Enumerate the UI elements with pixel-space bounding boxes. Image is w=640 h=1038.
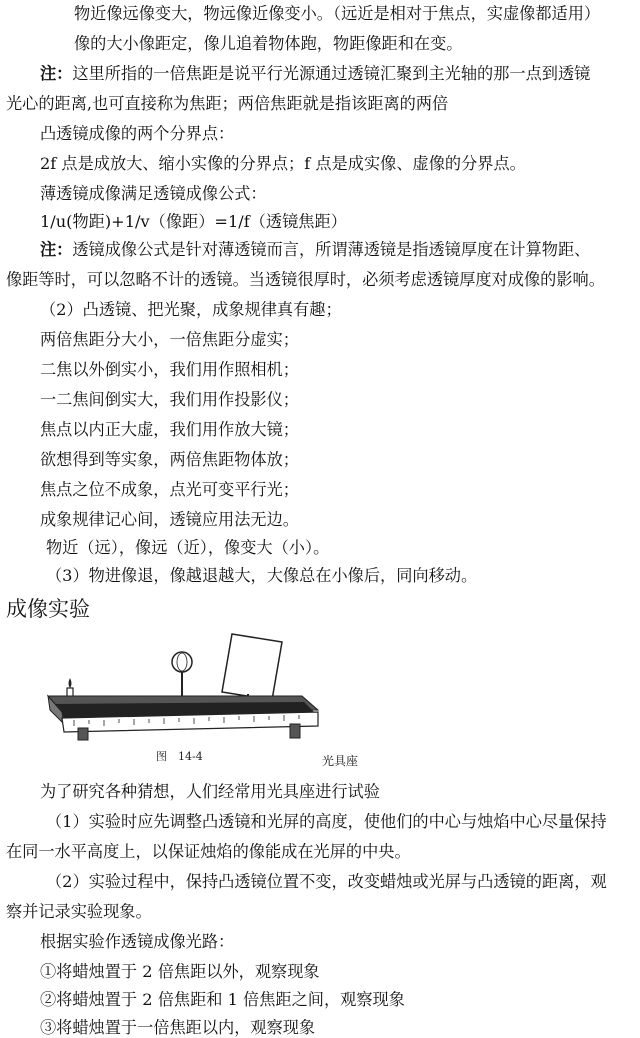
list-item: ①将蜡烛置于 2 倍焦距以外，观察现象 (40, 962, 320, 981)
text-line: （3）物进像退，像越退越大，大像总在小像后，同向移动。 (46, 566, 478, 585)
text-line: 像距等时，可以忽略不计的透镜。当透镜很厚时，必须考虑透镜厚度对成像的影响。 (6, 270, 605, 289)
note-text: 这里所指的一倍焦距是说平行光源通过透镜汇聚到主光轴的那一点到透镜 (72, 64, 591, 83)
text-line: 为了研究各种猜想，人们经常用光具座进行试验 (40, 782, 380, 801)
section-heading: 成像实验 (6, 597, 90, 621)
verse-line: 两倍焦距分大小，一倍焦距分虚实； (40, 330, 299, 349)
formula-line: 1/u(物距)+1/v（像距）=1/f（透镜焦距） (40, 212, 347, 231)
note-text: 透镜成像公式是针对薄透镜而言，所谓薄透镜是指透镜厚度在计算物距、 (72, 240, 591, 259)
verse-line: 二焦以外倒实小，我们用作照相机； (40, 360, 299, 379)
note-label: 注： (40, 240, 73, 259)
note-label: 注： (40, 64, 73, 83)
text-line: 在同一水平高度上，以保证烛焰的像能成在光屏的中央。 (6, 842, 411, 861)
note-line (40, 240, 590, 260)
note-line (40, 64, 590, 84)
verse-line: 一二焦间倒实大，我们用作投影仪； (40, 390, 299, 409)
text-line: （2）凸透镜、把光聚，成象规律真有趣； (40, 300, 342, 319)
text-line: 物近（远），像远（近），像变大（小）。 (46, 538, 330, 557)
verse-line: 焦点以内正大虚，我们用作放大镜； (40, 420, 299, 439)
figure-label: 光具座 (322, 754, 359, 768)
list-item: ②将蜡烛置于 2 倍焦距和 1 倍焦距之间，观察现象 (40, 990, 405, 1009)
verse-line: 焦点之位不成象，点光可变平行光； (40, 480, 299, 499)
figure-caption: 图 14-4 (156, 750, 203, 763)
text-line: 2f 点是成放大、缩小实像的分界点；f 点是成实像、虚像的分界点。 (40, 154, 526, 173)
text-line: （2）实验过程中，保持凸透镜位置不变，改变蜡烛或光屏与凸透镜的距离，观 (46, 872, 607, 891)
text-line: 薄透镜成像满足透镜成像公式： (40, 184, 267, 203)
verse-line: 成象规律记心间，透镜应用法无边。 (40, 510, 299, 529)
text-line: 物近像远像变大，物远像近像变小。（远近是相对于焦点，实虚像都适用） (74, 4, 601, 23)
text-line: 光心的距离,也可直接称为焦距；两倍焦距就是指该距离的两倍 (6, 94, 449, 113)
list-item: ③将蜡烛置于一倍焦距以内，观察现象 (40, 1018, 316, 1037)
text-line: 根据实验作透镜成像光路： (40, 932, 235, 951)
text-line: 凸透镜成像的两个分界点： (40, 124, 235, 143)
verse-line: 欲想得到等实象，两倍焦距物体放； (40, 450, 299, 469)
text-line: 察并记录实验现象。 (6, 902, 152, 921)
optical-bench-figure (34, 632, 324, 772)
text-line: 像的大小像距定，像儿追着物体跑，物距像距和在变。 (74, 34, 463, 53)
text-line: （1）实验时应先调整凸透镜和光屏的高度，使他们的中心与烛焰中心尽量保持 (46, 812, 607, 831)
